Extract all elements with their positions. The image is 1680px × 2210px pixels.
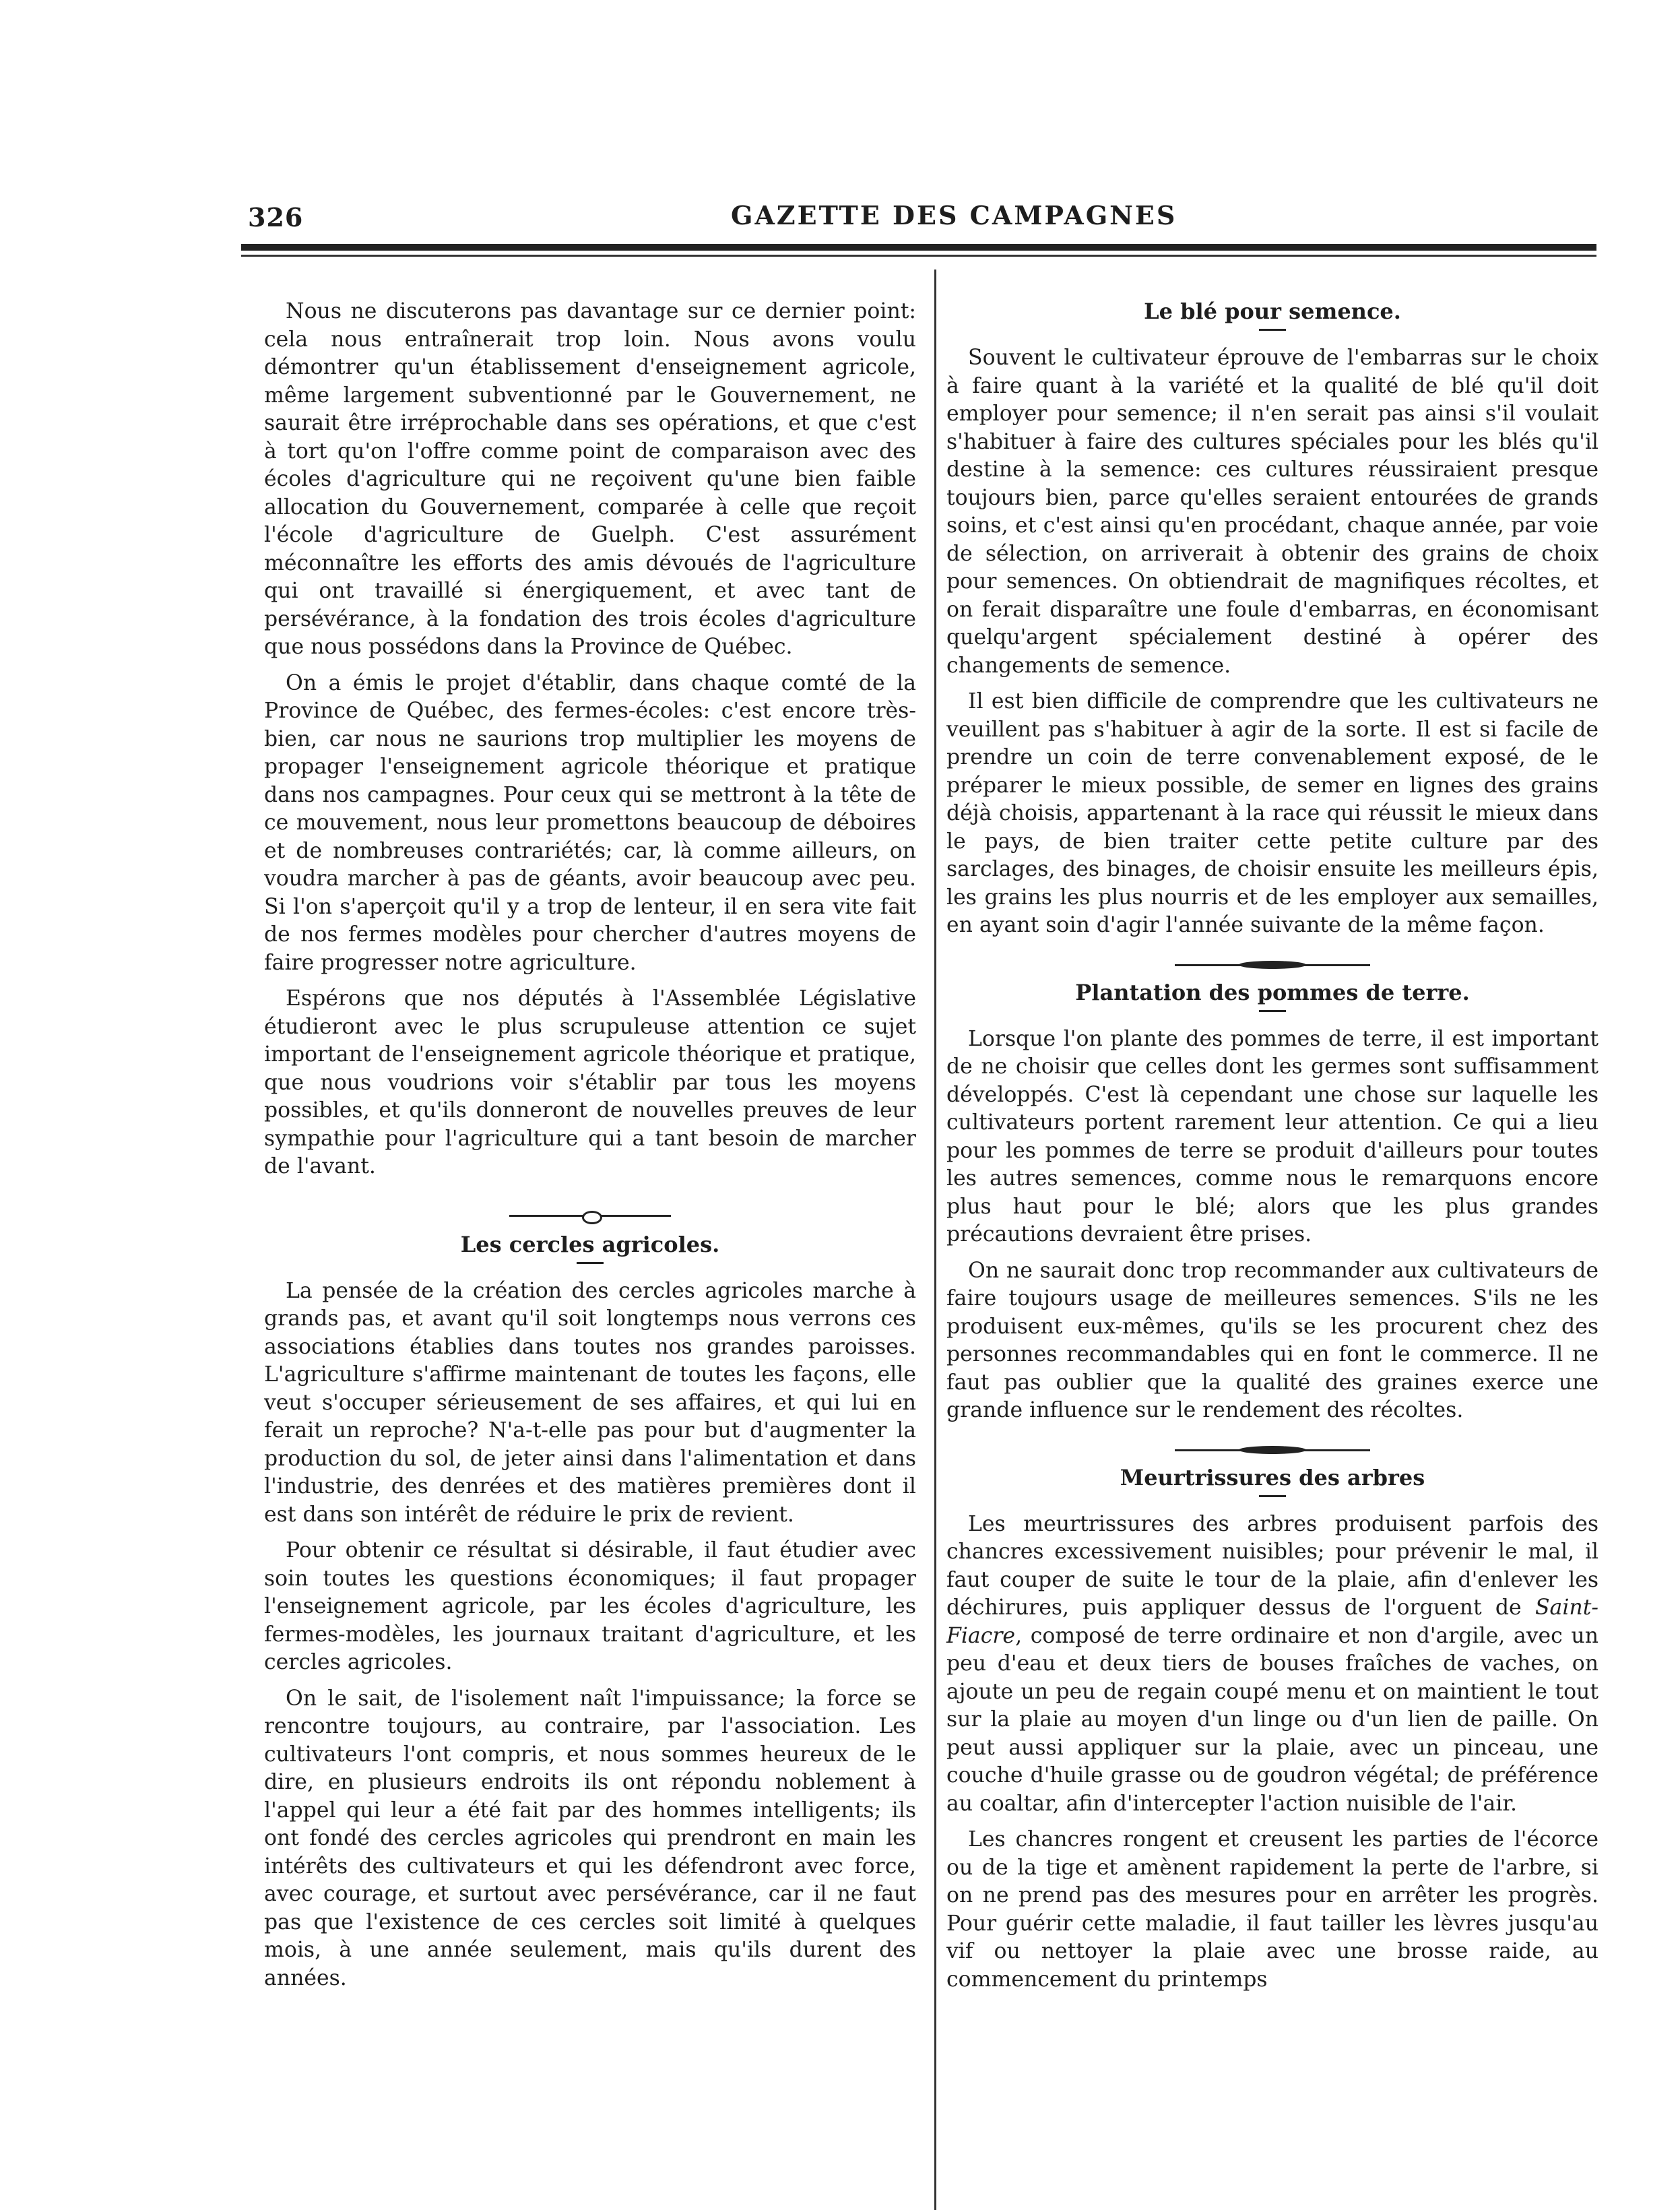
left-column bbox=[264, 298, 916, 2000]
section-ornament bbox=[509, 1208, 671, 1224]
italic-term: Saint-Fiacre bbox=[946, 1596, 1598, 1648]
title-dash bbox=[1259, 1495, 1286, 1497]
paragraph: La pensée de la création des cercles agricoles marche à grands pas, et avant qu'il soit longtemps nous verrons ces associations établies dans toutes nos grandes paroisses. L'agriculture s'affirme maintenant de toutes les façons, elle veut s'occuper sérieusement de ses affaires, et qui lui en ferait un reproche? N'a-t-elle pas pour but d'augmenter la production du sol, de jeter ainsi dans l'alimentation et dans l'industrie, des denrées et des matières premières dont il est dans son intérêt de réduire le prix de revient. bbox=[264, 1278, 916, 1527]
masthead-title: GAZETTE DES CAMPAGNES bbox=[731, 200, 1177, 230]
paragraph: Souvent le cultivateur éprouve de l'embarras sur le choix à faire quant à la variété et la qualité de blé qu'il doit employer pour semence; il n'en serait pas ainsi s'il voulait s'habituer à faire des cultures spéciales pour les blés qu'il destine à la semence: ces cultures réussiraient presque toujours bien, parce qu'elles seraient entourées de grands soins, et c'est ainsi qu'en procédant, chaque année, par voie de sélection, on arriverait à obtenir des grains de choix pour semences. On obtiendrait de magnifiques récoltes, et on ferait disparaître une foule d'embarras, en économisant quelqu'argent spécialement destiné à opérer des changements de semence. bbox=[946, 346, 1598, 678]
text-run: , composé de terre ordinaire et non d'argile, avec un peu d'eau et deux tiers de bouses fraîches de vaches, on ajoute un peu de regain coupé menu et on maintient le tout sur la plaie au moyen d'un linge ou d'un lien de paille. On peut aussi appliquer sur la plaie, avec un pinceau, une couche d'huile grasse ou de goudron végétal; de préférence au coaltar, afin d'intercepter l'action nuisible de l'air. bbox=[946, 1623, 1598, 1816]
section-title-ble: Le blé pour semence. bbox=[1144, 298, 1401, 324]
paragraph: Espérons que nos députés à l'Assemblée Législative étudieront avec le plus scrupuleuse attention ce sujet important de l'enseignement agricole théorique et pratique, que nous voudrions voir s'établir par tous les moyens possibles, et qu'ils donneront de nouvelles preuves de leur sympathie pour l'agriculture qui a tant besoin de marcher de l'avant. bbox=[264, 986, 916, 1178]
paragraph: On le sait, de l'isolement naît l'impuissance; la force se rencontre toujours, au contraire, par l'association. Les cultivateurs l'ont compris, et nous sommes heureux de le dire, en plusieurs endroits ils ont répondu noblement à l'appel qui leur a été fait par des hommes intelligents; ils ont fondé des cercles agricoles qui prendront en main les intérêts des cultivateurs et qui les défendront avec force, avec courage, et surtout avec persévérance, car il ne faut pas que l'existence de ces cercles soit limité à quelques mois, à une année seulement, mais qu'ils durent des années. bbox=[264, 1686, 916, 1990]
page-number: 326 bbox=[248, 202, 304, 232]
text-run: Les meurtrissures des arbres produisent parfois des chancres excessivement nuisibles; pour prévenir le mal, il faut couper de suite le tour de la plaie, afin d'enlever les déchirures, puis appliquer dessus de l'orguent de bbox=[946, 1511, 1598, 1620]
paragraph: On ne saurait donc trop recommander aux cultivateurs de faire toujours usage de meilleures semences. S'ils ne les produisent eux-mêmes, qu'ils se les procurent chez des personnes recommandables qui en font le commerce. Il ne faut pas oublier que la qualité des graines exerce une grande influence sur le rendement des récoltes. bbox=[946, 1258, 1598, 1422]
section-title-meurtrissures: Meurtrissures des arbres bbox=[1120, 1464, 1425, 1490]
paragraph: Les chancres rongent et creusent les parties de l'écorce ou de la tige et amènent rapidement la perte de l'arbre, si on ne prend pas des mesures pour en arrêter les progrès. Pour guérir cette maladie, il faut tailler les lèvres jusqu'au vif ou nettoyer la plaie avec une brosse raide, au commencement du printemps bbox=[946, 1827, 1598, 1992]
paragraph: Il est bien difficile de comprendre que les cultivateurs ne veuillent pas s'habituer à agir de la sorte. Il est si facile de prendre un coin de terre convenablement exposé, de le préparer le mieux possible, de semer en lignes des grains déjà choisis, appartenant à la race qui réussit le mieux dans le pays, de bien traiter cette petite culture par des sarclages, des binages, de choisir ensuite les meilleurs épis, les grains les plus nourris et de les employer aux semailles, en ayant soin d'agir l'année suivante de la même façon. bbox=[946, 689, 1598, 937]
section-title-pommes: Plantation des pommes de terre. bbox=[1075, 979, 1470, 1005]
column-divider bbox=[934, 270, 936, 2210]
header-rule-thick bbox=[241, 244, 1596, 251]
paragraph bbox=[946, 1511, 1598, 1819]
title-dash bbox=[577, 1262, 604, 1264]
section-ornament bbox=[1175, 959, 1370, 972]
paragraph: Pour obtenir ce résultat si désirable, il faut étudier avec soin toutes les questions économiques; il faut propager l'enseignement agricole, par les écoles d'agriculture, les fermes-modèles, les journaux traitant d'agriculture, et les cercles agricoles. bbox=[264, 1538, 916, 1674]
paragraph: On a émis le projet d'établir, dans chaque comté de la Province de Québec, des fermes-écoles: c'est encore très-bien, car nous ne saurions trop multiplier les moyens de propager l'enseignement agricole théorique et pratique dans nos campagnes. Pour ceux qui se mettront à la tête de ce mouvement, nous leur promettons beaucoup de déboires et de nombreuses contrariétés; car, là comme ailleurs, on voudra marcher à pas de géants, avoir beaucoup avec peu. Si l'on s'aperçoit qu'il y a trop de lenteur, il en sera vite fait de nos fermes modèles pour chercher d'autres moyens de faire progresser notre agriculture. bbox=[264, 670, 916, 975]
right-column bbox=[946, 298, 1598, 2002]
section-ornament bbox=[1175, 1444, 1370, 1457]
paragraph: Nous ne discuterons pas davantage sur ce dernier point: cela nous entraînerait trop loin. Nous avons voulu démontrer qu'un établissement d'enseignement agricole, même largement subventionné par le Gouvernement, ne saurait être irréprochable dans ses opérations, et que c'est à tort qu'on l'offre comme point de comparaison avec des écoles d'agriculture qui ne reçoivent qu'une bien faible allocation du Gouvernement, comparée à celle que reçoit l'école d'agriculture de Guelph. C'est assurément méconnaître les efforts des amis dévoués de l'agriculture qui ont travaillé si énergiquement, et avec tant de persévérance, à la fondation des trois écoles d'agriculture que nous possédons dans la Province de Québec. bbox=[264, 299, 916, 659]
header-rule-thin bbox=[241, 255, 1596, 257]
title-dash bbox=[1259, 1010, 1286, 1012]
title-dash bbox=[1259, 329, 1286, 331]
section-title-cercles: Les cercles agricoles. bbox=[460, 1231, 720, 1257]
paragraph: Lorsque l'on plante des pommes de terre, il est important de ne choisir que celles dont les germes sont suffisamment développés. C'est là cependant une chose sur laquelle les cultivateurs portent rarement leur attention. Ce qui a lieu pour les pommes de terre se produit d'ailleurs pour toutes les autres semences, comme nous le remarquons encore plus haut pour le blé; alors que les plus grandes précautions devraient être prises. bbox=[946, 1026, 1598, 1246]
